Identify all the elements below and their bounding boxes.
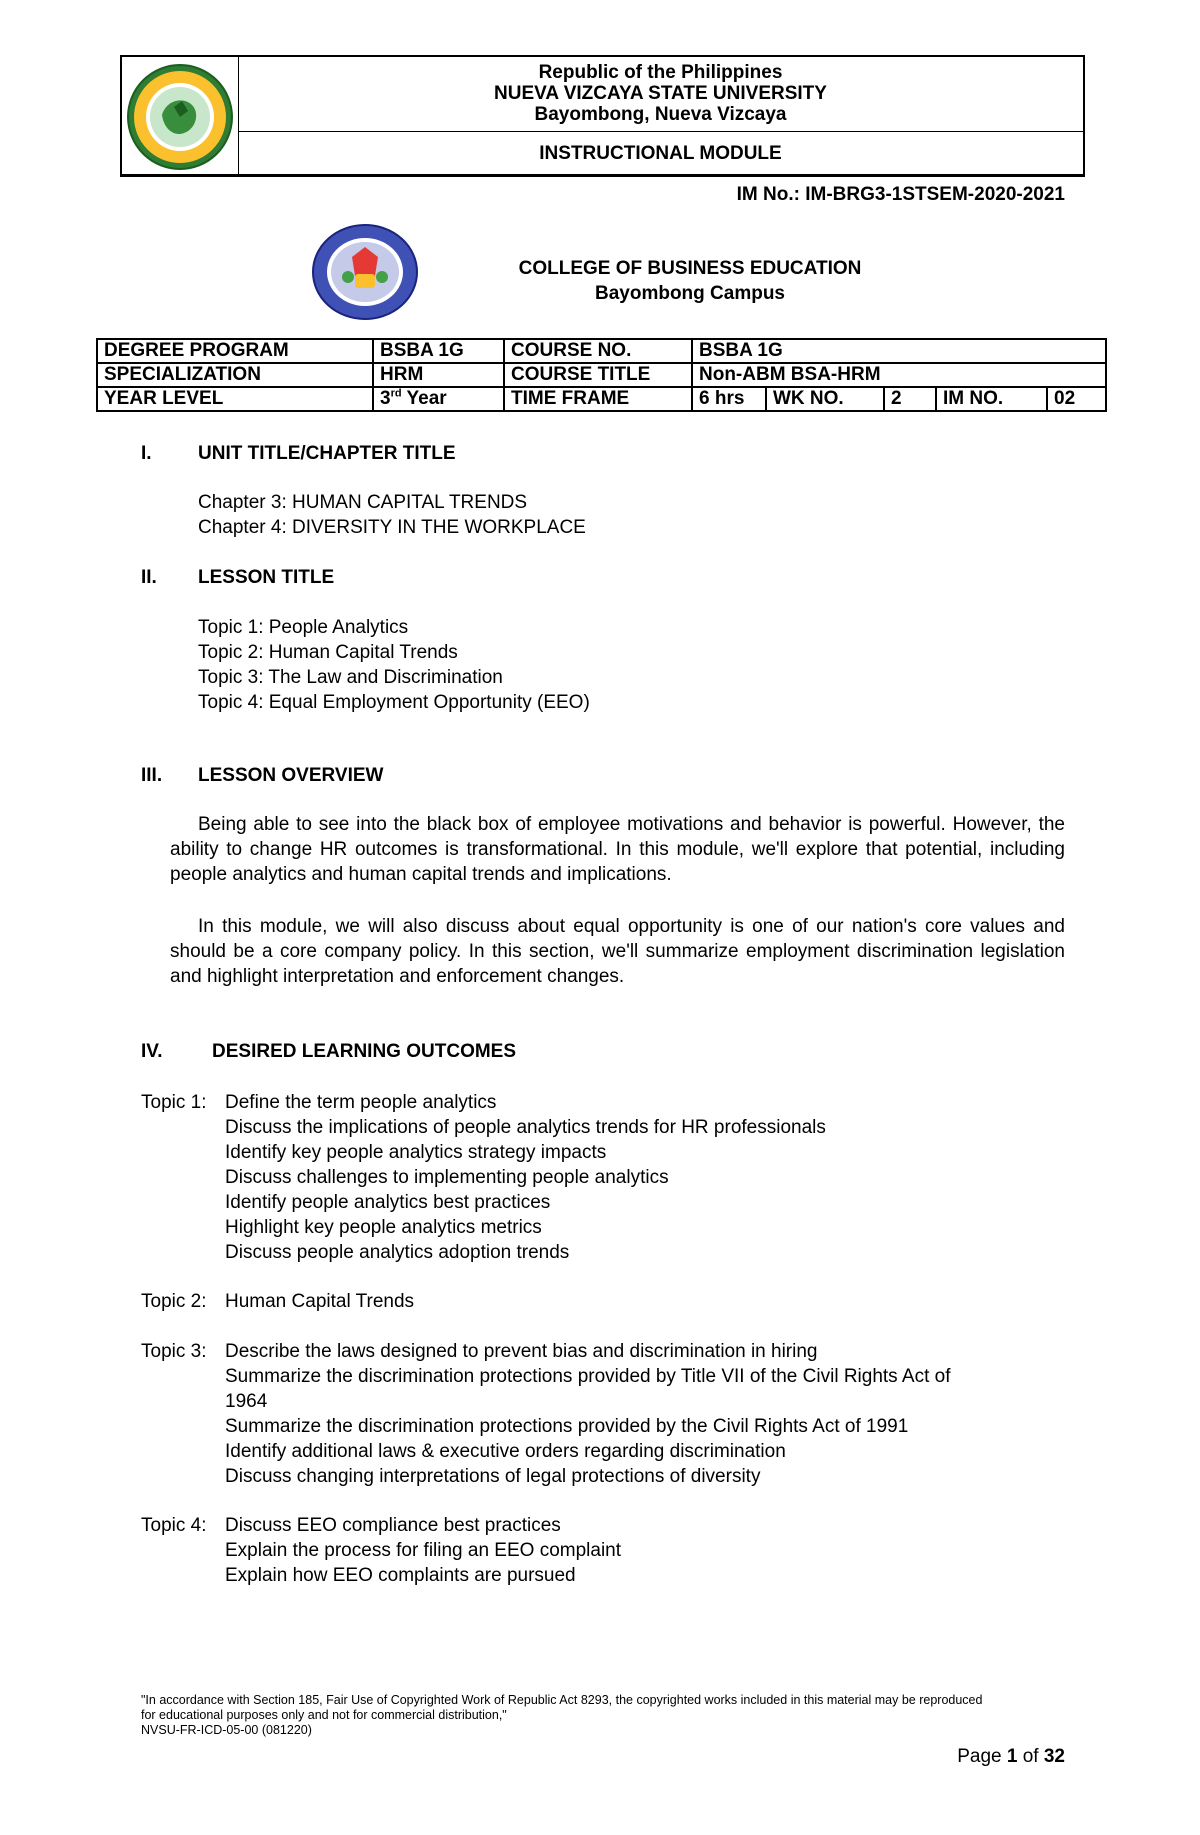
im-number: IM No.: IM-BRG3-1STSEM-2020-2021 <box>736 184 1065 205</box>
list-item: Discuss the implications of people analytics trends for HR professionals <box>225 1117 826 1138</box>
overview-paragraph-2: In this module, we will also discuss about equal opportunity is one of our nation's core values and should be a core company policy. In this section, we'll summarize employment discrimination legislation and highlight interpretation and enforcement changes. <box>170 916 1065 987</box>
wk-no-label: WK NO. <box>766 387 884 411</box>
university-name: NUEVA VIZCAYA STATE UNIVERSITY <box>494 83 827 104</box>
course-title-value: Non-ABM BSA-HRM <box>692 363 1106 387</box>
section-4-title: DESIRED LEARNING OUTCOMES <box>212 1041 517 1062</box>
specialization-value: HRM <box>373 363 504 387</box>
page-prefix: Page <box>957 1746 1007 1767</box>
specialization-label: SPECIALIZATION <box>97 363 373 387</box>
list-item: Describe the laws designed to prevent bias and discrimination in hiring <box>225 1341 818 1362</box>
table-row <box>97 387 1106 411</box>
topic-4-outcomes <box>225 1513 621 1588</box>
overview-paragraph-1: Being able to see into the black box of employee motivations and behavior is powerful. However, the ability to change HR outcomes is transformational. In this module, we'll explore that potential, including people analytics and human capital trends and implications. <box>170 814 1065 885</box>
section-3-title: LESSON OVERVIEW <box>198 765 384 786</box>
table-row <box>97 363 1106 387</box>
republic-line: Republic of the Philippines <box>538 62 783 83</box>
course-no-label: COURSE NO. <box>504 339 692 363</box>
year-level-ordinal: rd <box>390 387 402 400</box>
college-block <box>460 256 920 306</box>
section-3-number: III. <box>141 765 163 786</box>
fair-use-notice-line-2: for educational purposes only and not for commercial distribution," <box>141 1708 507 1722</box>
list-item: 1964 <box>225 1391 268 1412</box>
chapter-list <box>198 490 586 540</box>
time-frame-value: 6 hrs <box>692 387 766 411</box>
section-4-number: IV. <box>141 1041 163 1062</box>
fair-use-notice-line-1: "In accordance with Section 185, Fair Use of Copyrighted Work of Republic Act 8293, the copyrighted works included in this material may be reproduced <box>141 1693 983 1707</box>
year-level-label: YEAR LEVEL <box>97 387 373 411</box>
topic-3-label: Topic 3: <box>141 1341 207 1362</box>
list-item: Topic 1: People Analytics <box>198 617 409 638</box>
im-no-value: 02 <box>1047 387 1106 411</box>
degree-program-value: BSBA 1G <box>373 339 504 363</box>
list-item: Summarize the discrimination protections provided by the Civil Rights Act of 1991 <box>225 1416 909 1437</box>
university-location: Bayombong, Nueva Vizcaya <box>534 104 787 125</box>
page-number <box>957 1746 1065 1768</box>
college-campus: Bayombong Campus <box>594 283 786 304</box>
list-item: Define the term people analytics <box>225 1092 497 1113</box>
university-header <box>120 55 1085 177</box>
section-2-title: LESSON TITLE <box>198 567 335 588</box>
list-item: Discuss changing interpretations of legal protections of diversity <box>225 1466 761 1487</box>
page-current: 1 <box>1006 1746 1018 1767</box>
list-item: Topic 3: The Law and Discrimination <box>198 667 503 688</box>
year-level-suffix: Year <box>401 388 447 409</box>
form-code: NVSU-FR-ICD-05-00 (081220) <box>141 1723 312 1737</box>
year-level-number: 3 <box>380 388 391 409</box>
topic-2-outcomes <box>225 1289 414 1314</box>
list-item: Chapter 3: HUMAN CAPITAL TRENDS <box>198 492 528 513</box>
wk-no-value: 2 <box>884 387 936 411</box>
topic-2-label: Topic 2: <box>141 1291 207 1312</box>
list-item: Discuss challenges to implementing people analytics <box>225 1167 669 1188</box>
college-seal-icon <box>310 222 420 322</box>
course-info-table <box>96 338 1107 412</box>
lesson-topic-list <box>198 615 590 715</box>
page-of: of <box>1017 1746 1044 1767</box>
list-item: Highlight key people analytics metrics <box>225 1217 542 1238</box>
list-item: Discuss people analytics adoption trends <box>225 1242 570 1263</box>
copyright-footnote <box>141 1693 1071 1738</box>
list-item: Explain how EEO complaints are pursued <box>225 1565 576 1586</box>
table-row <box>97 339 1106 363</box>
degree-program-label: DEGREE PROGRAM <box>97 339 373 363</box>
list-item: Human Capital Trends <box>225 1291 415 1312</box>
list-item: Explain the process for filing an EEO complaint <box>225 1540 622 1561</box>
list-item: Topic 2: Human Capital Trends <box>198 642 458 663</box>
list-item: Identify key people analytics strategy impacts <box>225 1142 607 1163</box>
nvsu-seal-icon <box>122 57 238 175</box>
list-item: Chapter 4: DIVERSITY IN THE WORKPLACE <box>198 517 586 538</box>
list-item: Identify additional laws & executive orders regarding discrimination <box>225 1441 786 1462</box>
college-name: COLLEGE OF BUSINESS EDUCATION <box>518 258 862 279</box>
section-1-title: UNIT TITLE/CHAPTER TITLE <box>198 443 456 464</box>
university-logo-cell <box>122 57 239 175</box>
im-no-label: IM NO. <box>936 387 1047 411</box>
page-total: 32 <box>1043 1746 1065 1767</box>
module-label: INSTRUCTIONAL MODULE <box>539 143 782 164</box>
course-no-value: BSBA 1G <box>692 339 1106 363</box>
topic-4-label: Topic 4: <box>141 1515 207 1536</box>
section-2-number: II. <box>141 567 157 588</box>
list-item: Discuss EEO compliance best practices <box>225 1515 561 1536</box>
list-item: Summarize the discrimination protections provided by Title VII of the Civil Rights Act of <box>225 1366 951 1387</box>
list-item: Topic 4: Equal Employment Opportunity (EEO) <box>198 692 590 713</box>
topic-1-label: Topic 1: <box>141 1092 207 1113</box>
section-1-number: I. <box>141 443 152 464</box>
time-frame-label: TIME FRAME <box>504 387 692 411</box>
topic-3-outcomes <box>225 1339 950 1489</box>
topic-1-outcomes <box>225 1090 826 1265</box>
university-title-block <box>238 57 1083 132</box>
year-level-value <box>373 387 504 411</box>
course-title-label: COURSE TITLE <box>504 363 692 387</box>
list-item: Identify people analytics best practices <box>225 1192 551 1213</box>
